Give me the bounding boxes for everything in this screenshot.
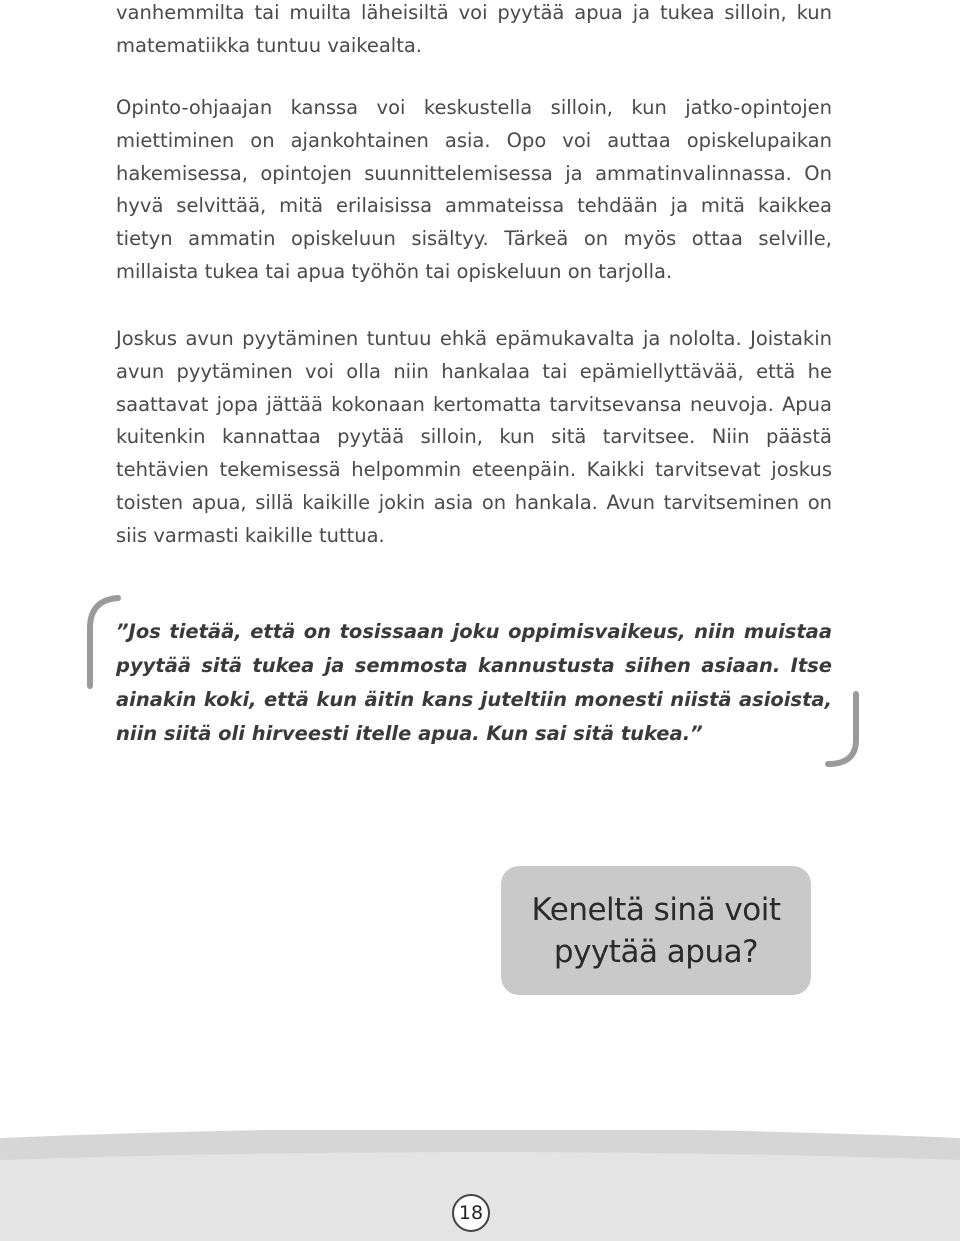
quote-bracket-left-icon [84, 594, 124, 690]
body-paragraph-3: Joskus avun pyytäminen tuntuu ehkä epämukavalta ja nololta. Joistakin avun pyytäminen voi olla niin hankalaa tai epämiellyttävää, että he saattavat jopa jättää kokonaan kertomatta tarvitsevansa neuvoja. Apua kuitenkin kannattaa pyytää silloin, kun sitä tarvitsee. Niin päästä tehtävien tekemisessä helpommin eteenpäin. Kaikki tarvitsevat joskus toisten apua, sillä kaikille jokin asia on hankala. Avun tarvitseminen on siis varmasti kaikille tuttua. [116, 327, 832, 547]
question-box [501, 866, 811, 995]
question-line-1: Keneltä sinä voit [531, 891, 781, 928]
page-number: 18 [452, 1194, 490, 1232]
body-paragraph-2: Opinto-ohjaajan kanssa voi keskustella silloin, kun jatko-opintojen miettiminen on ajankohtainen asia. Opo voi auttaa opiskelupaikan hakemisessa, opintojen suunnittelemisessa ja ammatinvalinnassa. On hyvä selvittää, mitä erilaisissa ammateissa tehdään ja mitä kaikkea tietyn ammatin opiskeluun sisältyy. Tärkeä on myös ottaa selville, millaista tukea tai apua työhön tai opiskeluun on tarjolla. [116, 96, 832, 283]
quote-text: ”Jos tietää, että on tosissaan joku oppimisvaikeus, niin muistaa pyytää sitä tukea ja semmosta kannustusta siihen asiaan. Itse ainakin koki, että kun äitin kans juteltiin monesti niistä asioista, niin siitä oli hirveesti itelle apua. Kun sai sitä tukea.” [116, 620, 832, 745]
body-paragraph-1: vanhemmilta tai muilta läheisiltä voi pyytää apua ja tukea silloin, kun matematiikka tuntuu vaikealta. [116, 1, 832, 57]
question-line-2: pyytää apua? [553, 933, 759, 970]
quote-bracket-right-icon [820, 690, 864, 770]
